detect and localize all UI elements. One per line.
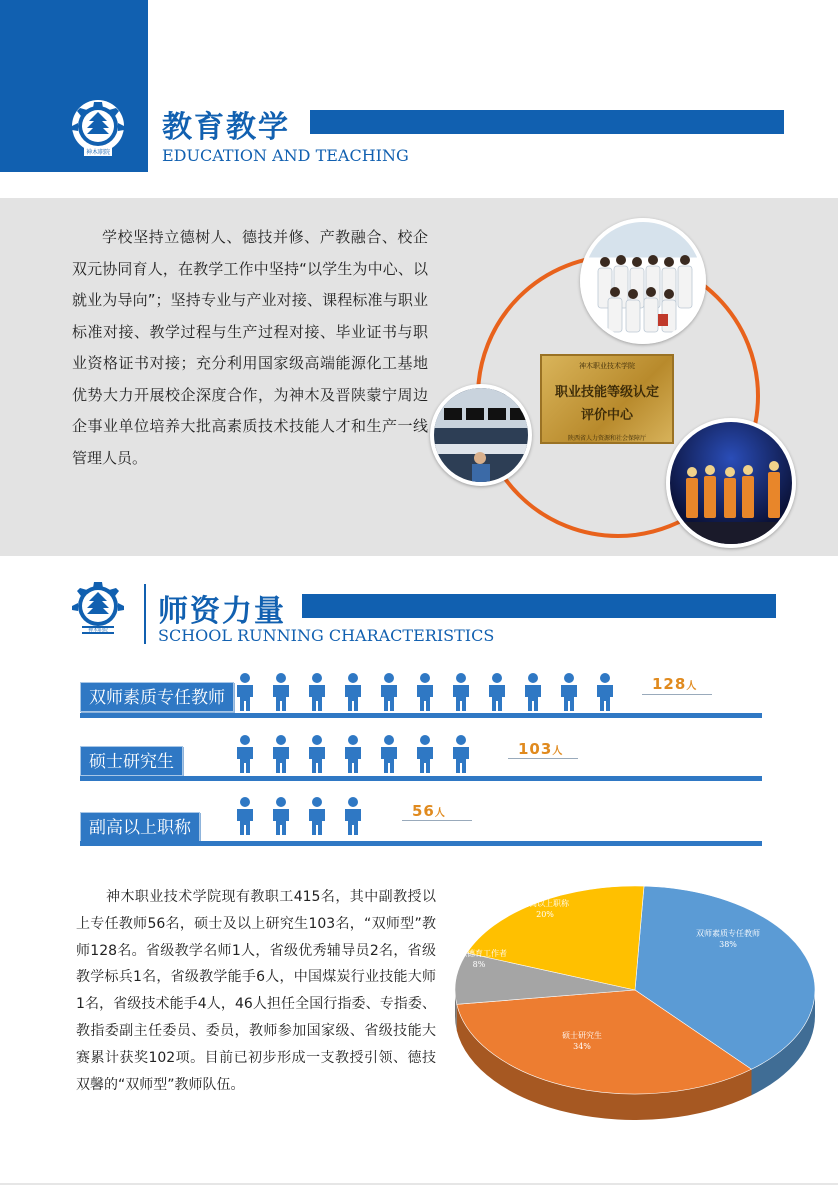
college-logo-icon — [64, 96, 132, 164]
certification-plaque — [540, 354, 674, 444]
students-photo — [580, 218, 706, 344]
stat-value: 56人 — [412, 802, 446, 820]
rescue-team-photo — [666, 418, 796, 548]
stat-value: 103人 — [518, 740, 564, 758]
stat-label: 硕士研究生 — [80, 746, 183, 776]
education-paragraph: 学校坚持立德树人、德技并修、产教融合、校企双元协同育人，在教学工作中坚持“以学生为中心、以就业为导向”；坚持专业与产业对接、课程标准与职业标准对接、教学过程与生产过程对接、毕业证书与职业资格证书对接；充分利用国家级高端能源化工基地优势大力开展校企深度合作，为神木及晋陕蒙宁周边企事业单位培养大批高素质技术技能人才和生产一线管理人员。 — [72, 228, 428, 467]
person-icon — [306, 672, 328, 712]
college-logo-icon — [64, 576, 132, 644]
section-subtitle-education: EDUCATION AND TEACHING — [162, 146, 409, 165]
person-icon — [522, 672, 544, 712]
pie-label-dual-qualified: 双师素质专任教师 38% — [696, 929, 760, 949]
stat-baseline — [80, 713, 762, 718]
person-icon — [234, 796, 256, 836]
person-icon — [306, 734, 328, 774]
leader-line — [642, 694, 712, 695]
svg-text:神木职院: 神木职院 — [85, 149, 111, 156]
person-icon — [378, 734, 400, 774]
person-icon — [306, 796, 328, 836]
plaque-header: 神木职业技术学院 — [579, 362, 635, 370]
control-room-photo — [430, 384, 532, 486]
person-icon — [234, 672, 256, 712]
person-icon — [450, 672, 472, 712]
person-icon — [342, 796, 364, 836]
stat-row-senior-titles — [80, 796, 762, 846]
leader-line — [508, 758, 578, 759]
person-icon — [234, 734, 256, 774]
title-bar — [302, 594, 776, 618]
person-icon — [414, 734, 436, 774]
person-icon — [486, 672, 508, 712]
person-icon — [342, 734, 364, 774]
stat-label: 双师素质专任教师 — [80, 682, 234, 712]
section-title-faculty: 师资力量 — [158, 594, 286, 629]
pie-label-masters: 硕士研究生 34% — [562, 1031, 602, 1051]
faculty-pie-chart — [440, 880, 830, 1120]
person-icon — [342, 672, 364, 712]
pie-chart-svg — [440, 880, 830, 1120]
section-subtitle-faculty: SCHOOL RUNNING CHARACTERISTICS — [158, 626, 495, 645]
stat-row-dual-qualified — [80, 672, 762, 722]
person-icon — [270, 796, 292, 836]
plaque-line1: 职业技能等级认定 — [554, 385, 659, 400]
stat-row-masters — [80, 734, 762, 784]
stat-baseline — [80, 841, 762, 846]
person-icon — [270, 734, 292, 774]
person-icon — [558, 672, 580, 712]
person-icon — [270, 672, 292, 712]
stat-baseline — [80, 776, 762, 781]
page-bottom-line — [0, 1183, 838, 1185]
svg-text:神木职院: 神木职院 — [87, 627, 109, 634]
section-divider — [144, 584, 146, 644]
title-bar — [310, 110, 784, 134]
pie-label-moral-ed: 专职德育工作者 8% — [451, 949, 507, 969]
person-icon — [594, 672, 616, 712]
leader-line — [402, 820, 472, 821]
pie-label-senior-titles: 副高以上职称 20% — [521, 899, 569, 919]
person-icon — [414, 672, 436, 712]
plaque-line2: 评价中心 — [580, 408, 633, 423]
person-icon — [378, 672, 400, 712]
plaque-footer: 陕西省人力资源和社会保障厅 — [567, 435, 646, 442]
education-photo-collage — [430, 212, 830, 552]
section-title-education: 教育教学 — [162, 110, 290, 145]
stat-label: 副高以上职称 — [80, 812, 200, 842]
faculty-paragraph: 神木职业技术学院现有教职工415名，其中副教授以上专任教师56名，硕士及以上研究生103名，“双师型”教师128名。省级教学名师1人，省级优秀辅导员2名，省级教学标兵1名，省级教学能手6人，中国煤炭行业技能大师1名，省级技术能手4人，46人担任全国行指委、专指委、教指委副主任委员、委员，教师参加国家级、省级技能大赛累计获奖102项。目前已初步形成一支教授引领、德技双馨的“双师型”教师队伍。 — [76, 889, 436, 1093]
person-icon — [450, 734, 472, 774]
stat-value: 128人 — [652, 675, 698, 693]
